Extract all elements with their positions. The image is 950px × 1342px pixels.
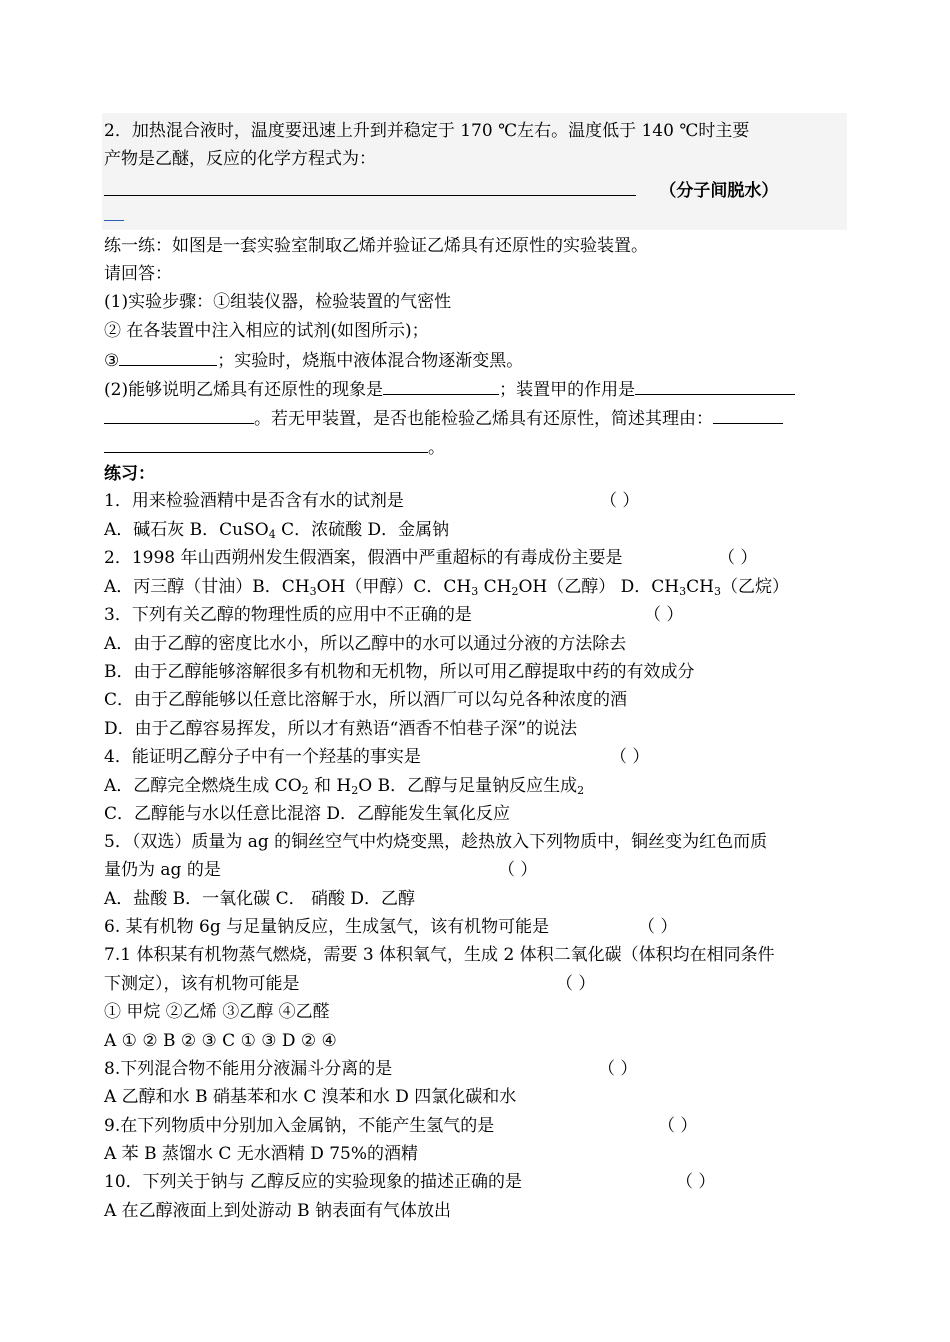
q2-answer-paren[interactable]: （ ） [718,548,758,568]
q5-options: A．盐酸 B．一氧化碳 C． 硝酸 D．乙醇 [104,889,416,909]
q3-option-b: B．由于乙醇能够溶解很多有机物和无机物，所以可用乙醇提取中药的有效成分 [104,662,695,682]
equation-answer-line [104,177,778,203]
q7-items: ① 甲烷 ②乙烯 ③乙醇 ④乙醛 [104,1002,330,1022]
answer-blank[interactable] [104,177,636,196]
q7-answer-paren[interactable]: （ ） [556,974,596,994]
section2-line2: 产物是乙醚，反应的化学方程式为： [104,149,376,169]
q6-answer-paren[interactable]: （ ） [638,917,678,937]
blue-underline-mark [104,220,124,221]
q3-option-a: A．由于乙醇的密度比水小，所以乙醇中的水可以通过分液的方法除去 [104,634,627,654]
question-2-line1: (2)能够说明乙烯具有还原性的现象是 ；装置甲的作用是 [104,376,795,402]
please-answer: 请回答： [104,264,172,284]
reason-blank-cont[interactable] [104,434,428,453]
q3-answer-paren[interactable]: （ ） [644,605,684,625]
q4-options-cd: C．乙醇能与水以任意比混溶 D．乙醇能发生氧化反应 [104,804,511,824]
reason-blank[interactable] [713,405,783,424]
device-role-blank-cont[interactable] [104,405,254,424]
q4-options-ab: A．乙醇完全燃烧生成 $CO_2$ 和 $H_2O$ B．乙醇与足量钠反应生成$_2$ [104,776,585,797]
q6-stem: 6. 某有机物 6g 与足量钠反应，生成氢气，该有机物可能是 [104,917,550,937]
q7-options: A ① ② B ② ③ C ① ③ D ② ④ [104,1031,337,1051]
q2-stem: 2．1998 年山西朔州发生假酒案，假酒中严重超标的有毒成份主要是 [104,548,623,568]
q10-answer-paren[interactable]: （ ） [676,1172,716,1192]
q9-options: A 苯 B 蒸馏水 C 无水酒精 D 75%的酒精 [104,1144,419,1164]
q3-option-d: D．由于乙醇容易挥发，所以才有熟语“酒香不怕巷子深”的说法 [104,719,578,739]
step-3: ③ ；实验时，烧瓶中液体混合物逐渐变黑。 [104,347,523,373]
practice-intro: 练一练：如图是一套实验室制取乙烯并验证乙烯具有还原性的实验装置。 [104,236,648,256]
q4-answer-paren[interactable]: （ ） [610,747,650,767]
step-2: ② 在各装置中注入相应的试剂(如图所示)； [104,321,429,341]
q3-option-c: C．由于乙醇能够以任意比溶解于水，所以酒厂可以勾兑各种浓度的酒 [104,690,628,710]
q8-answer-paren[interactable]: （ ） [598,1059,638,1079]
q5-answer-paren[interactable]: （ ） [498,860,538,880]
phenomenon-blank[interactable] [383,376,499,395]
exercises-heading: 练习： [104,464,155,484]
q5-stem-line2: 量仍为 ag 的是 [104,860,221,880]
step3-blank[interactable] [119,347,217,366]
question-2-line3: 。 [104,434,445,460]
q2-options: A．丙三醇（甘油）B．$CH_3OH$（甲醇）C．$CH_3$ $CH_2OH$（乙醇） D．$CH_3CH_3$（乙烷） [104,577,789,598]
question-2-line2: 。若无甲装置，是否也能检验乙烯具有还原性，简述其理由： [104,405,783,431]
q7-stem-line1: 7.1 体积某有机物蒸气燃烧，需要 3 体积氧气，生成 2 体积二氧化碳（体积均在相同条件 [104,945,775,965]
q9-answer-paren[interactable]: （ ） [658,1116,698,1136]
q3-stem: 3．下列有关乙醇的物理性质的应用中不正确的是 [104,605,472,625]
q1-stem: 1．用来检验酒精中是否含有水的试剂是 [104,491,404,511]
q10-stem: 10．下列关于钠与 乙醇反应的实验现象的描述正确的是 [104,1172,523,1192]
q1-answer-paren[interactable]: （ ） [600,491,640,511]
q1-options: A．碱石灰 B．CuSO$_4$ C．浓硫酸 D．金属钠 [104,520,450,541]
section2-line1: 2．加热混合液时，温度要迅速上升到并稳定于 170 ℃左右。温度低于 140 ℃时主要 [104,121,750,141]
q8-options: A 乙醇和水 B 硝基苯和水 C 溴苯和水 D 四氯化碳和水 [104,1087,517,1107]
step-1: (1)实验步骤：①组装仪器，检验装置的气密性 [104,292,452,312]
device-role-blank[interactable] [635,376,795,395]
equation-note: （分子间脱水） [659,181,779,201]
q8-stem: 8.下列混合物不能用分液漏斗分离的是 [104,1059,393,1079]
q4-stem: 4．能证明乙醇分子中有一个羟基的事实是 [104,747,421,767]
q7-stem-line2: 下测定），该有机物可能是 [104,974,300,994]
q5-stem-line1: 5．（双选）质量为 ag 的铜丝空气中灼烧变黑，趁热放入下列物质中，铜丝变为红色而质 [104,832,768,852]
q9-stem: 9.在下列物质中分别加入金属钠，不能产生氢气的是 [104,1116,495,1136]
q10-options: A 在乙醇液面上到处游动 B 钠表面有气体放出 [104,1201,451,1221]
